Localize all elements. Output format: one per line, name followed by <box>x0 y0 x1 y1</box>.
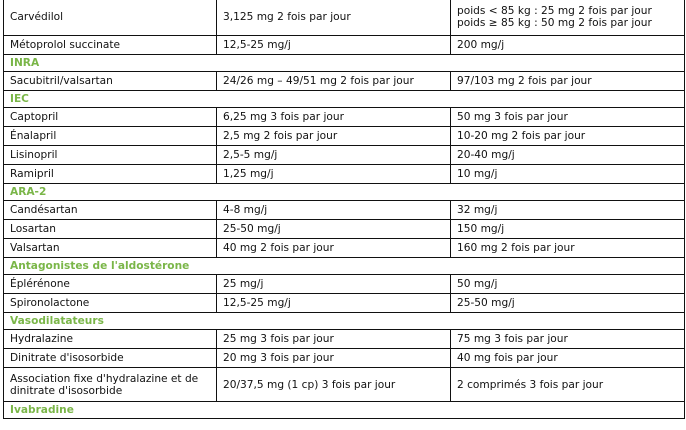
target-dose-cell: 2 comprimés 3 fois par jour <box>451 368 685 402</box>
category-row <box>4 402 685 419</box>
cell-line: poids < 85 kg : 25 mg 2 fois par jour <box>457 5 652 17</box>
initial-dose-cell: 3,125 mg 2 fois par jour <box>217 0 451 36</box>
drug-row <box>4 349 685 368</box>
target-dose-cell: 10 mg/j <box>451 165 685 184</box>
drug-row <box>4 165 685 184</box>
category-row <box>4 55 685 72</box>
category-row <box>4 184 685 201</box>
drug-row <box>4 368 685 402</box>
category-row <box>4 91 685 108</box>
drug-row <box>4 330 685 349</box>
category-label: INRA <box>4 55 685 72</box>
drug-name-cell: Énalapril <box>4 127 217 146</box>
drug-row <box>4 72 685 91</box>
category-label: Antagonistes de l'aldostérone <box>4 258 685 275</box>
target-dose-cell: 160 mg 2 fois par jour <box>451 239 685 258</box>
target-dose-cell: 20-40 mg/j <box>451 146 685 165</box>
target-dose-cell: 50 mg/j <box>451 275 685 294</box>
drug-name-cell: Sacubitril/valsartan <box>4 72 217 91</box>
initial-dose-cell: 20/37,5 mg (1 cp) 3 fois par jour <box>217 368 451 402</box>
initial-dose-cell: 12,5-25 mg/j <box>217 294 451 313</box>
drug-name-cell: Captopril <box>4 108 217 127</box>
drug-row <box>4 201 685 220</box>
initial-dose-cell: 25 mg 3 fois par jour <box>217 330 451 349</box>
drug-row <box>4 0 685 36</box>
drug-row <box>4 146 685 165</box>
initial-dose-cell: 2,5 mg 2 fois par jour <box>217 127 451 146</box>
initial-dose-cell: 12,5-25 mg/j <box>217 36 451 55</box>
category-label: ARA-2 <box>4 184 685 201</box>
drug-name-cell: Losartan <box>4 220 217 239</box>
target-dose-cell: 32 mg/j <box>451 201 685 220</box>
dosage-table <box>3 0 685 419</box>
initial-dose-cell: 40 mg 2 fois par jour <box>217 239 451 258</box>
cell-line: dinitrate d'isosorbide <box>10 384 123 397</box>
initial-dose-cell: 4-8 mg/j <box>217 201 451 220</box>
initial-dose-cell: 1,25 mg/j <box>217 165 451 184</box>
target-dose-cell: 50 mg 3 fois par jour <box>451 108 685 127</box>
initial-dose-cell: 6,25 mg 3 fois par jour <box>217 108 451 127</box>
target-dose-cell <box>451 0 685 36</box>
drug-name-cell: Spironolactone <box>4 294 217 313</box>
drug-row <box>4 275 685 294</box>
initial-dose-cell: 2,5-5 mg/j <box>217 146 451 165</box>
category-label: Ivabradine <box>4 402 685 419</box>
drug-name-cell: Ramipril <box>4 165 217 184</box>
target-dose-cell: 75 mg 3 fois par jour <box>451 330 685 349</box>
drug-name-cell <box>4 368 217 402</box>
drug-row <box>4 220 685 239</box>
drug-row <box>4 36 685 55</box>
category-row <box>4 258 685 275</box>
drug-name-cell: Métoprolol succinate <box>4 36 217 55</box>
target-dose-cell: 40 mg fois par jour <box>451 349 685 368</box>
target-dose-cell: 150 mg/j <box>451 220 685 239</box>
drug-row <box>4 127 685 146</box>
dosage-table-body <box>4 0 685 419</box>
target-dose-cell: 200 mg/j <box>451 36 685 55</box>
initial-dose-cell: 25 mg/j <box>217 275 451 294</box>
drug-name-cell: Éplérénone <box>4 275 217 294</box>
drug-name-cell: Valsartan <box>4 239 217 258</box>
drug-name-cell: Candésartan <box>4 201 217 220</box>
drug-name-cell: Lisinopril <box>4 146 217 165</box>
drug-row <box>4 239 685 258</box>
target-dose-cell: 25-50 mg/j <box>451 294 685 313</box>
category-row <box>4 313 685 330</box>
cell-line: Association fixe d'hydralazine et de <box>10 372 199 385</box>
initial-dose-cell: 25-50 mg/j <box>217 220 451 239</box>
drug-row <box>4 294 685 313</box>
drug-name-cell: Carvédilol <box>4 0 217 36</box>
initial-dose-cell: 24/26 mg – 49/51 mg 2 fois par jour <box>217 72 451 91</box>
cell-line: poids ≥ 85 kg : 50 mg 2 fois par jour <box>457 17 652 29</box>
target-dose-cell: 10-20 mg 2 fois par jour <box>451 127 685 146</box>
target-dose-cell: 97/103 mg 2 fois par jour <box>451 72 685 91</box>
drug-name-cell: Hydralazine <box>4 330 217 349</box>
category-label: Vasodilatateurs <box>4 313 685 330</box>
drug-name-cell: Dinitrate d'isosorbide <box>4 349 217 368</box>
category-label: IEC <box>4 91 685 108</box>
drug-row <box>4 108 685 127</box>
initial-dose-cell: 20 mg 3 fois par jour <box>217 349 451 368</box>
